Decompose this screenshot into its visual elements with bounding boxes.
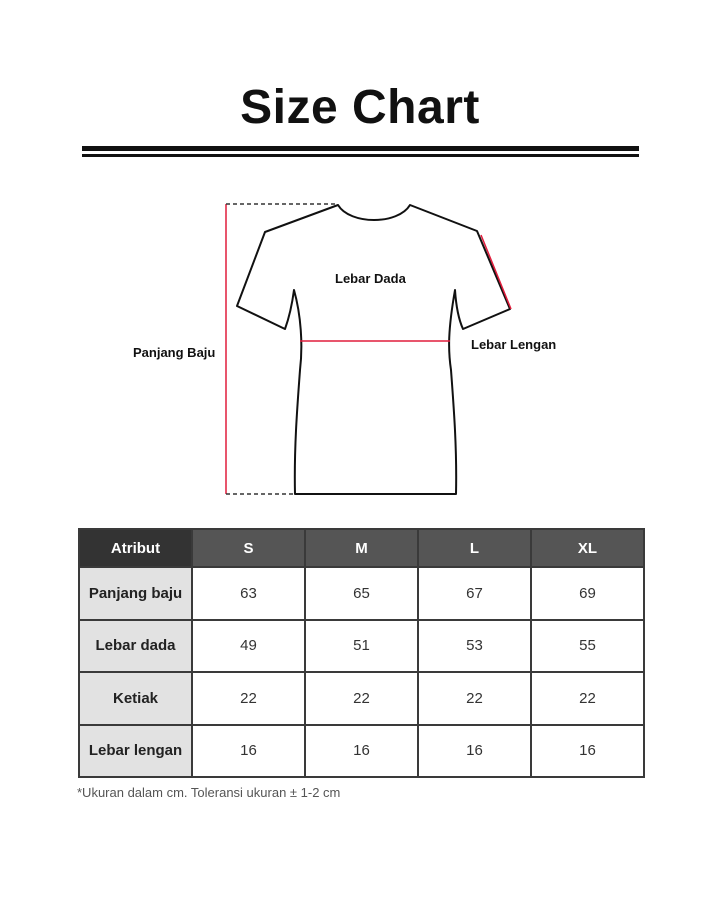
header-size-s: S [192, 529, 305, 567]
cell-value: 65 [305, 567, 418, 620]
cell-value: 16 [418, 725, 531, 778]
header-attribute: Atribut [79, 529, 192, 567]
cell-value: 49 [192, 620, 305, 673]
cell-value: 16 [192, 725, 305, 778]
cell-value: 55 [531, 620, 644, 673]
cell-value: 67 [418, 567, 531, 620]
header-size-l: L [418, 529, 531, 567]
row-label: Lebar dada [79, 620, 192, 673]
cell-value: 22 [192, 672, 305, 725]
cell-value: 63 [192, 567, 305, 620]
header-size-m: M [305, 529, 418, 567]
table-row [79, 567, 644, 620]
size-table-header-row [79, 529, 644, 567]
table-row [79, 620, 644, 673]
cell-value: 16 [531, 725, 644, 778]
sleeve-measure-line [481, 235, 511, 309]
table-row [79, 672, 644, 725]
cell-value: 69 [531, 567, 644, 620]
cell-value: 22 [418, 672, 531, 725]
cell-value: 53 [418, 620, 531, 673]
chest-label: Lebar Dada [335, 271, 406, 286]
length-label: Panjang Baju [133, 345, 216, 360]
cell-value: 22 [305, 672, 418, 725]
table-row [79, 725, 644, 778]
sleeve-label: Lebar Lengan [471, 337, 557, 352]
header-size-xl: XL [531, 529, 644, 567]
tshirt-outline [237, 205, 510, 494]
row-label: Lebar lengan [79, 725, 192, 778]
cell-value: 16 [305, 725, 418, 778]
size-note: *Ukuran dalam cm. Toleransi ukuran ± 1-2 cm [77, 785, 341, 800]
page-title: Size Chart [240, 81, 480, 134]
row-label: Ketiak [79, 672, 192, 725]
row-label: Panjang baju [79, 567, 192, 620]
cell-value: 22 [531, 672, 644, 725]
size-table [78, 528, 645, 778]
cell-value: 51 [305, 620, 418, 673]
